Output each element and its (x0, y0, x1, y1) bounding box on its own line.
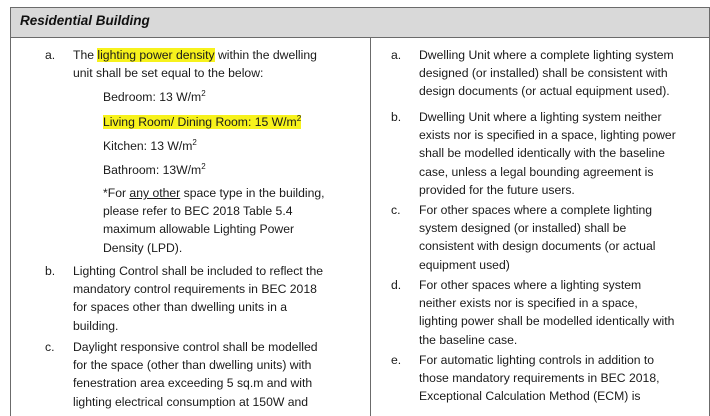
highlight-lighting-power-density: lighting power density (97, 48, 215, 62)
table-header-row (11, 8, 709, 38)
list-marker: c. (391, 203, 401, 217)
left-a-line2: unit shall be set equal to the below: (73, 66, 264, 81)
lpd-kitchen: Kitchen: 13 $W/m^2$ (103, 138, 197, 153)
list-marker: e. (391, 353, 402, 367)
highlight-living-dining: Living Room/ Dining Room: 15 $W/m^2$ (103, 114, 302, 129)
requirements-table: Residential Building a. The lighting power density within the dwelling unit shall be set equal to the below: Bedroom: 13 $W/m^2$ Living Room/ Dining Room: 15 $W/m^2$ Kitchen: 13 $W/m^2$ Bathroom: $13W/m^2$ *For any other space type in the building, please refer to BEC 2018 Table 5.4 maximum allowable Lighting Power Density (LPD). b. Lighting Control shall be included to reflect the mandatory control requirements in BEC 2018 for spaces other than dwelling units in a building. c. Daylight responsive control shall be modelled for the space (other than dwelling units) with fenestration area exceeding 5 sq.m and with lighting electrical consumption at 150W and a. Dwelling Unit where a complete lighting system designed (or installed) shall be consistent with design documents (or actual equipment used). b. Dwelling Unit where a lighting system neither exists nor is specified in a space, lighting power shall be modelled identically with the baseline case, unless a legal bounding agreement is provided for the future users. c. For other spaces where a complete lighting system designed (or installed) shall be consistent with design documents (or actual equipment used) d. For other spaces where a lighting system neither exists nor is specified in a space, lighting power shall be modelled identically with the baseline case. e. For automatic lighting controls in addition to those mandatory requirements in BEC 2018, Exceptional Calculation Method (ECM) is (10, 7, 710, 416)
lpd-bedroom: Bedroom: 13 $W/m^2$ (103, 89, 206, 104)
left-a-line1: The lighting power density within the dwelling (73, 48, 317, 62)
list-marker: b. (391, 110, 402, 124)
section-title: Residential Building (20, 13, 150, 28)
list-marker: b. (45, 264, 56, 278)
column-divider (370, 38, 371, 416)
lpd-bathroom: Bathroom: $13W/m^2$ (103, 162, 206, 177)
lpd-note: *For any other space type in the building, please refer to BEC 2018 Table 5.4 maximum allowable Lighting Power Density (LPD). (103, 186, 325, 255)
list-marker: c. (45, 340, 55, 354)
list-marker: d. (391, 278, 402, 292)
lpd-living-dining (103, 113, 301, 131)
list-marker: a. (391, 48, 402, 62)
list-marker: a. (45, 48, 56, 62)
